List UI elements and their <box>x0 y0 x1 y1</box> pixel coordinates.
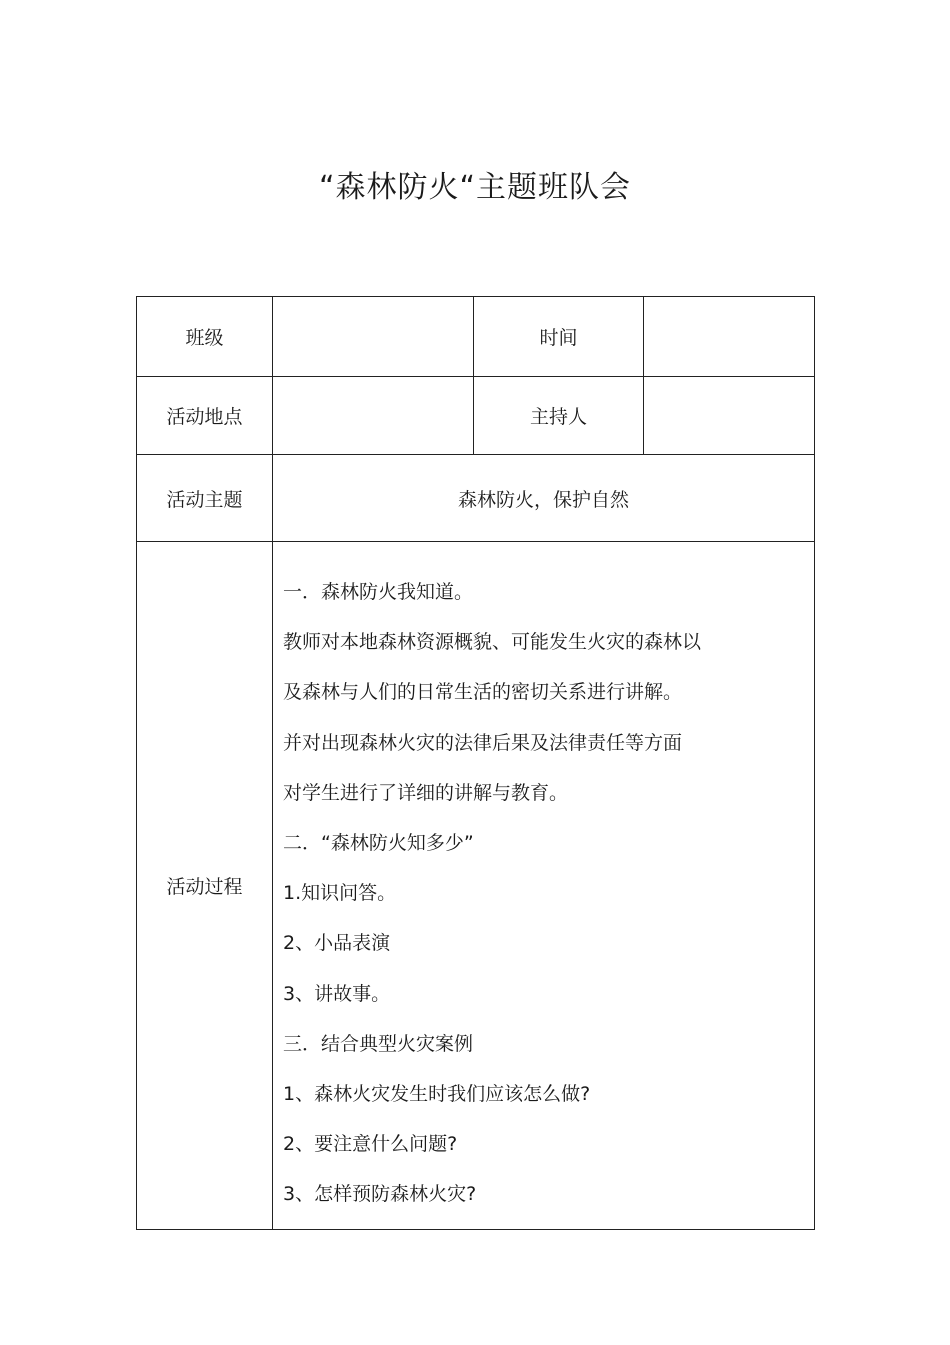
process-line: 1.知识问答。 <box>283 882 397 905</box>
process-line: 3、讲故事。 <box>283 982 391 1005</box>
table-row-theme <box>137 455 815 542</box>
table-row-class-time <box>137 297 815 377</box>
process-list <box>283 577 814 1229</box>
time-value-cell <box>644 297 815 377</box>
process-line: 并对出现森林火灾的法律后果及法律责任等方面 <box>283 731 683 754</box>
process-line: 二．“森林防火知多少” <box>283 831 474 854</box>
label-host: 主持人 <box>474 377 644 455</box>
process-line: 对学生进行了详细的讲解与教育。 <box>283 781 569 804</box>
process-line: 3、怎样预防森林火灾? <box>283 1183 477 1206</box>
process-content-cell <box>273 542 815 1230</box>
label-class: 班级 <box>137 297 273 377</box>
label-theme: 活动主题 <box>137 455 273 542</box>
class-value-cell <box>273 297 474 377</box>
document-title: “森林防火“主题班队会 <box>318 170 632 205</box>
label-time: 时间 <box>474 297 644 377</box>
activity-form-table <box>136 296 815 1230</box>
table-row-process <box>137 542 815 1230</box>
theme-value-cell: 森林防火，保护自然 <box>273 455 815 542</box>
label-location: 活动地点 <box>137 377 273 455</box>
location-value-cell <box>273 377 474 455</box>
process-line: 三．结合典型火灾案例 <box>283 1032 474 1055</box>
table-row-location-host <box>137 377 815 455</box>
process-line: 及森林与人们的日常生活的密切关系进行讲解。 <box>283 681 683 704</box>
process-line: 2、要注意什么问题? <box>283 1133 458 1156</box>
process-line: 教师对本地森林资源概貌、可能发生火灾的森林以 <box>283 631 702 654</box>
label-process: 活动过程 <box>137 542 273 1230</box>
process-line: 一．森林防火我知道。 <box>283 581 474 603</box>
process-line: 1、森林火灾发生时我们应该怎么做? <box>283 1082 591 1105</box>
process-line: 2、小品表演 <box>283 932 391 955</box>
host-value-cell <box>644 377 815 455</box>
